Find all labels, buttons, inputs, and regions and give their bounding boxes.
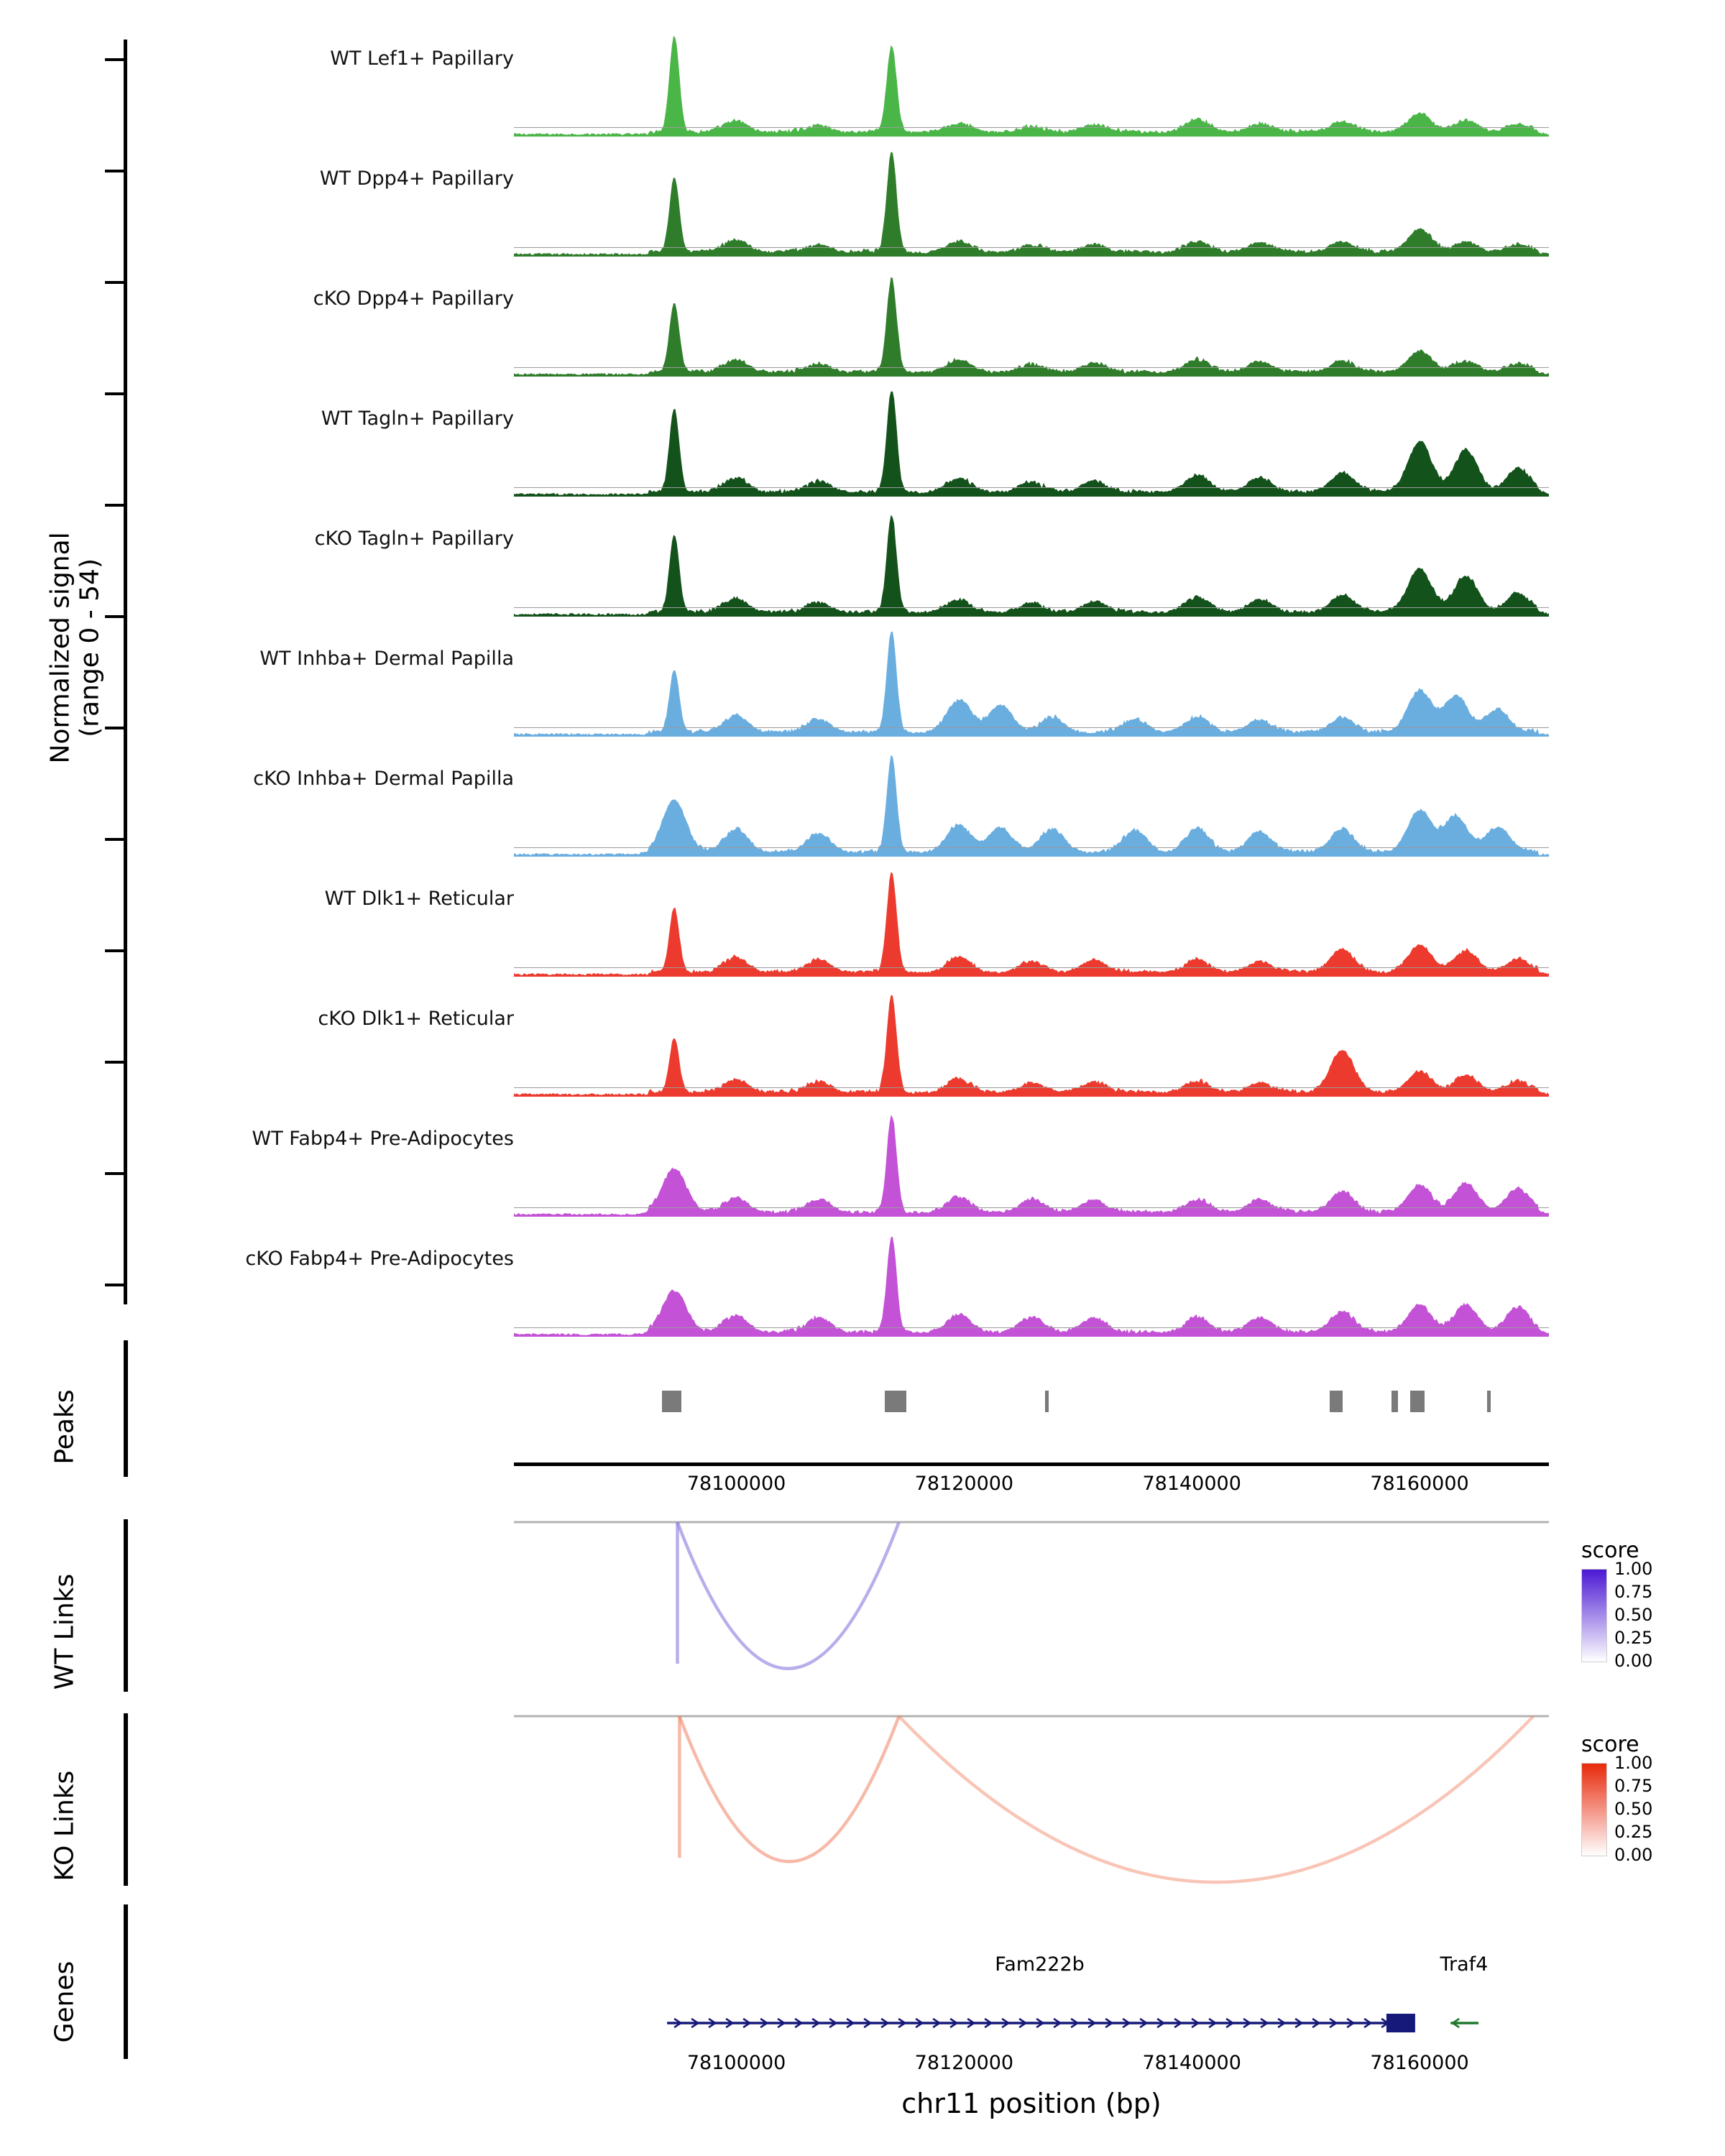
wt-links-axis-label: WT Links — [50, 1573, 80, 1690]
peak-marker — [1330, 1391, 1343, 1412]
genes-axis-label: Genes — [50, 1961, 80, 2043]
peak-marker — [885, 1391, 906, 1412]
x-tick-label: 78100000 — [686, 2052, 786, 2074]
ko-links-plot — [514, 1703, 1549, 1890]
coverage-track — [0, 502, 1725, 617]
ko-links-axis-label: KO Links — [50, 1770, 80, 1881]
x-tick-label: 78160000 — [1370, 1473, 1469, 1495]
genes-spine — [124, 1904, 128, 2059]
coverage-baseline — [514, 1207, 1549, 1208]
peak-marker — [662, 1391, 681, 1412]
ko-score-colorbar — [1581, 1763, 1607, 1856]
coverage-track — [0, 862, 1725, 977]
x-tick-label: 78140000 — [1142, 1473, 1241, 1495]
x-axis-title: chr11 position (bp) — [901, 2088, 1162, 2119]
coverage-baseline — [514, 607, 1549, 608]
coverage-track — [0, 742, 1725, 857]
coverage-track-label: cKO Dpp4+ Papillary — [313, 287, 514, 310]
x-tick-label: 78100000 — [686, 1473, 786, 1495]
coverage-track-label: WT Tagln+ Papillary — [321, 407, 514, 430]
peaks-axis-label: Peaks — [50, 1389, 80, 1465]
coverage-track-label: WT Fabp4+ Pre-Adipocytes — [252, 1128, 514, 1150]
colorbar-tick-label: 0.50 — [1614, 1605, 1653, 1625]
wt-score-legend — [1581, 1538, 1725, 1671]
peak-marker — [1045, 1391, 1049, 1412]
coverage-baseline — [514, 847, 1549, 848]
ko-links-panel — [0, 1703, 1725, 1897]
coverage-track-label: cKO Tagln+ Papillary — [314, 528, 514, 550]
coverage-track — [0, 262, 1725, 377]
coverage-track-label: cKO Dlk1+ Reticular — [318, 1008, 514, 1030]
coverage-baseline — [514, 367, 1549, 368]
coverage-track-label: cKO Inhba+ Dermal Papilla — [253, 768, 514, 790]
colorbar-tick-label: 1.00 — [1614, 1753, 1653, 1773]
x-tick-label: 78120000 — [914, 2052, 1014, 2074]
wt-links-spine — [124, 1519, 128, 1692]
colorbar-tick-label: 0.00 — [1614, 1651, 1653, 1671]
coverage-track-plot — [514, 749, 1549, 857]
colorbar-tick-label: 0.75 — [1614, 1582, 1653, 1602]
colorbar-tick-label: 0.75 — [1614, 1776, 1653, 1796]
coverage-track — [0, 142, 1725, 257]
wt-score-legend-title: score — [1581, 1538, 1639, 1563]
coverage-track — [0, 1102, 1725, 1217]
coverage-track-plot — [514, 269, 1549, 377]
coverage-track — [0, 382, 1725, 497]
x-tick-label: 78120000 — [914, 1473, 1014, 1495]
coverage-baseline — [514, 1327, 1549, 1328]
genes-plot — [514, 1897, 1549, 2063]
coverage-track-plot — [514, 509, 1549, 617]
peak-marker — [1487, 1391, 1491, 1412]
ko-links-spine — [124, 1713, 128, 1886]
coverage-track-label: WT Lef1+ Papillary — [330, 47, 514, 70]
coverage-track-label: WT Inhba+ Dermal Papilla — [259, 648, 514, 670]
coverage-track — [0, 982, 1725, 1097]
signal-axis-label-line1: Normalized signal — [45, 532, 75, 764]
gene-label: Fam222b — [995, 1953, 1085, 1976]
wt-score-colorbar-ticks — [1614, 1559, 1693, 1671]
x-tick-label: 78160000 — [1370, 2052, 1469, 2074]
coverage-track-label: WT Dpp4+ Papillary — [319, 167, 514, 190]
ko-score-legend-title: score — [1581, 1732, 1639, 1757]
position-axis-top — [514, 1462, 1549, 1513]
coverage-track-label: WT Dlk1+ Reticular — [324, 888, 514, 910]
signal-axis-label-line2: (range 0 - 54) — [75, 558, 105, 737]
ko-score-legend — [1581, 1732, 1725, 1865]
colorbar-tick-label: 1.00 — [1614, 1559, 1653, 1579]
peak-marker — [1392, 1391, 1398, 1412]
coverage-baseline — [514, 967, 1549, 968]
coverage-track — [0, 22, 1725, 137]
wt-links-plot — [514, 1509, 1549, 1696]
coverage-track — [0, 622, 1725, 737]
ko-score-colorbar-ticks — [1614, 1753, 1693, 1865]
coverage-track-plot — [514, 389, 1549, 497]
coverage-track-plot — [514, 1229, 1549, 1337]
coverage-baseline — [514, 487, 1549, 488]
coverage-baseline — [514, 727, 1549, 728]
peak-marker — [1410, 1391, 1425, 1412]
wt-links-panel — [0, 1509, 1725, 1703]
coverage-track-plot — [514, 1109, 1549, 1217]
axis-line — [514, 1462, 1549, 1466]
coverage-baseline — [514, 1087, 1549, 1088]
colorbar-tick-label: 0.50 — [1614, 1799, 1653, 1819]
coverage-track-plot — [514, 29, 1549, 137]
colorbar-tick-label: 0.25 — [1614, 1822, 1653, 1842]
wt-score-colorbar — [1581, 1569, 1607, 1662]
coverage-baseline — [514, 247, 1549, 248]
coverage-track-plot — [514, 629, 1549, 737]
gene-label: Traf4 — [1440, 1953, 1489, 1976]
peaks-spine — [124, 1340, 128, 1477]
x-tick-label: 78140000 — [1142, 2052, 1241, 2074]
coverage-track-plot — [514, 149, 1549, 257]
coverage-track-plot — [514, 869, 1549, 977]
colorbar-tick-label: 0.00 — [1614, 1845, 1653, 1865]
coverage-baseline — [514, 127, 1549, 128]
coverage-track — [0, 1222, 1725, 1337]
coverage-track-label: cKO Fabp4+ Pre-Adipocytes — [245, 1248, 514, 1270]
colorbar-tick-label: 0.25 — [1614, 1628, 1653, 1648]
coverage-track-plot — [514, 989, 1549, 1097]
peaks-track — [514, 1391, 1549, 1419]
